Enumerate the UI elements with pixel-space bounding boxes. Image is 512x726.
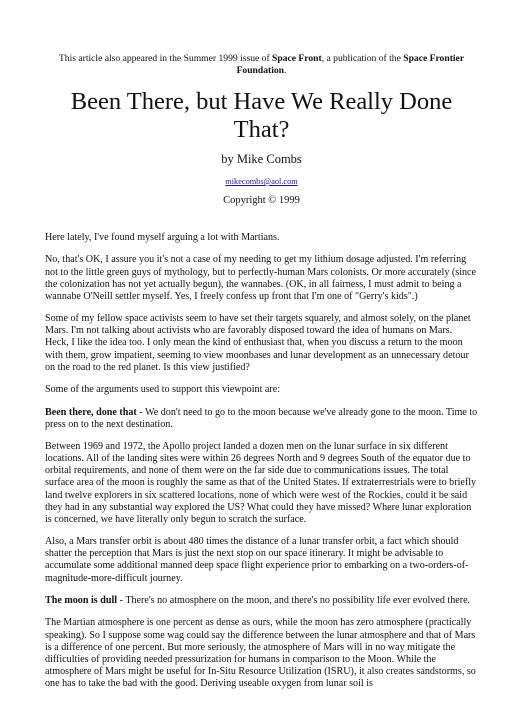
paragraph-5: Been there, done that - We don't need to go to the moon because we've already gone to the moon. Time to press on to the next destination. (45, 406, 478, 430)
paragraph-8: The moon is dull - There's no atmosphere on the moon, and there's no possibility life ever evolved there. (45, 594, 471, 606)
author-byline: by Mike Combs (221, 152, 302, 166)
argument-heading-been-there: Been there, done that (45, 406, 137, 418)
paragraph-3: Some of my fellow space activists seem to have set their targets squarely, and almost solely, on the planet Mars. I'm not talking about activists who are favorably disposed toward the idea of humans on Mars. Heck, I like the idea too. I only mean the kind of enthusiast that, when you discuss a return to the moon with them, grow impatient, seeming to view moonbases and lunar development as an unnecessary detour on the road to the red planet. Is this view justified? (45, 313, 471, 373)
paragraph-7: Also, a Mars transfer orbit is about 480 times the distance of a lunar transfer orbit, a fact which should shatter the perception that Mars is just the next stop on our space itinerary. It might be advisable to accumulate some additional manned deep space flight experience prior to embarking on a two-orders-of-magnitude-more-difficult journey. (45, 536, 469, 584)
publisher-name: Space Frontier Foundation (236, 53, 465, 76)
magazine-name: Space Front (272, 53, 322, 64)
paragraph-6: Between 1969 and 1972, the Apollo project landed a dozen men on the lunar surface in six different locations. All of the landing sites were within 26 degrees North and 9 degrees South of the equator due to orbital requirements, and none of them were on the far side due to communications issues. The total surface area of the moon is roughly the same as that of the United States. If extraterrestrials were to briefly land twelve explorers in six scattered locations, none of which were west of the Rockies, could it be said they had in any substantial way explored the US? What could they have missed? Where lunar exploration is concerned, we have literally only begun to scratch the surface. (45, 441, 477, 525)
copyright-notice: Copyright © 1999 (223, 195, 300, 206)
note-prefix: This article also appeared in the Summer 1999 issue of (58, 53, 273, 64)
author-email-link[interactable]: mikecombs@aol.com (225, 177, 298, 186)
publication-note (45, 0, 478, 77)
note-suffix: . (284, 65, 287, 76)
paragraph-9: The Martian atmosphere is one percent as dense as ours, while the moon has zero atmosphere (practically speaking). So I suppose some wag could say the difference between the lunar atmosphere and that of Mars is a difference of one percent. But more seriously, the atmosphere of Mars will in no way mitigate the difficulties of providing needed pressurization for humans in comparison to the Moon. While the atmosphere of Mars might be useful for In-Situ Resource Utilization (ISRU), it also creates sandstorms, so one has to take the bad with the good. Deriving useable oxygen from lunar soil is (45, 617, 476, 689)
article-body (45, 232, 478, 690)
author-email (45, 177, 478, 187)
paragraph-1: Here lately, I've found myself arguing a lot with Martians. (45, 232, 280, 243)
article-title: Been There, but Have We Really Done That? (70, 88, 453, 143)
paragraph-2: No, that's OK, I assure you it's not a case of my needing to get my lithium dosage adjusted. I'm referring not to the little green guys of mythology, but to perfectly-human Mars colonists. Or more accurately (since the colonization has not yet actually begun), the wannabes. (OK, in all fairness, I must admit to being a wannabe O'Neill settler myself. Yes, I freely confess up front that I'm one of "Gerry's kids".) (45, 254, 477, 302)
paragraph-4: Some of the arguments used to support this viewpoint are: (45, 384, 281, 396)
note-middle: , a publication of the (321, 53, 404, 64)
argument-heading-moon-dull: The moon is dull (45, 594, 118, 606)
